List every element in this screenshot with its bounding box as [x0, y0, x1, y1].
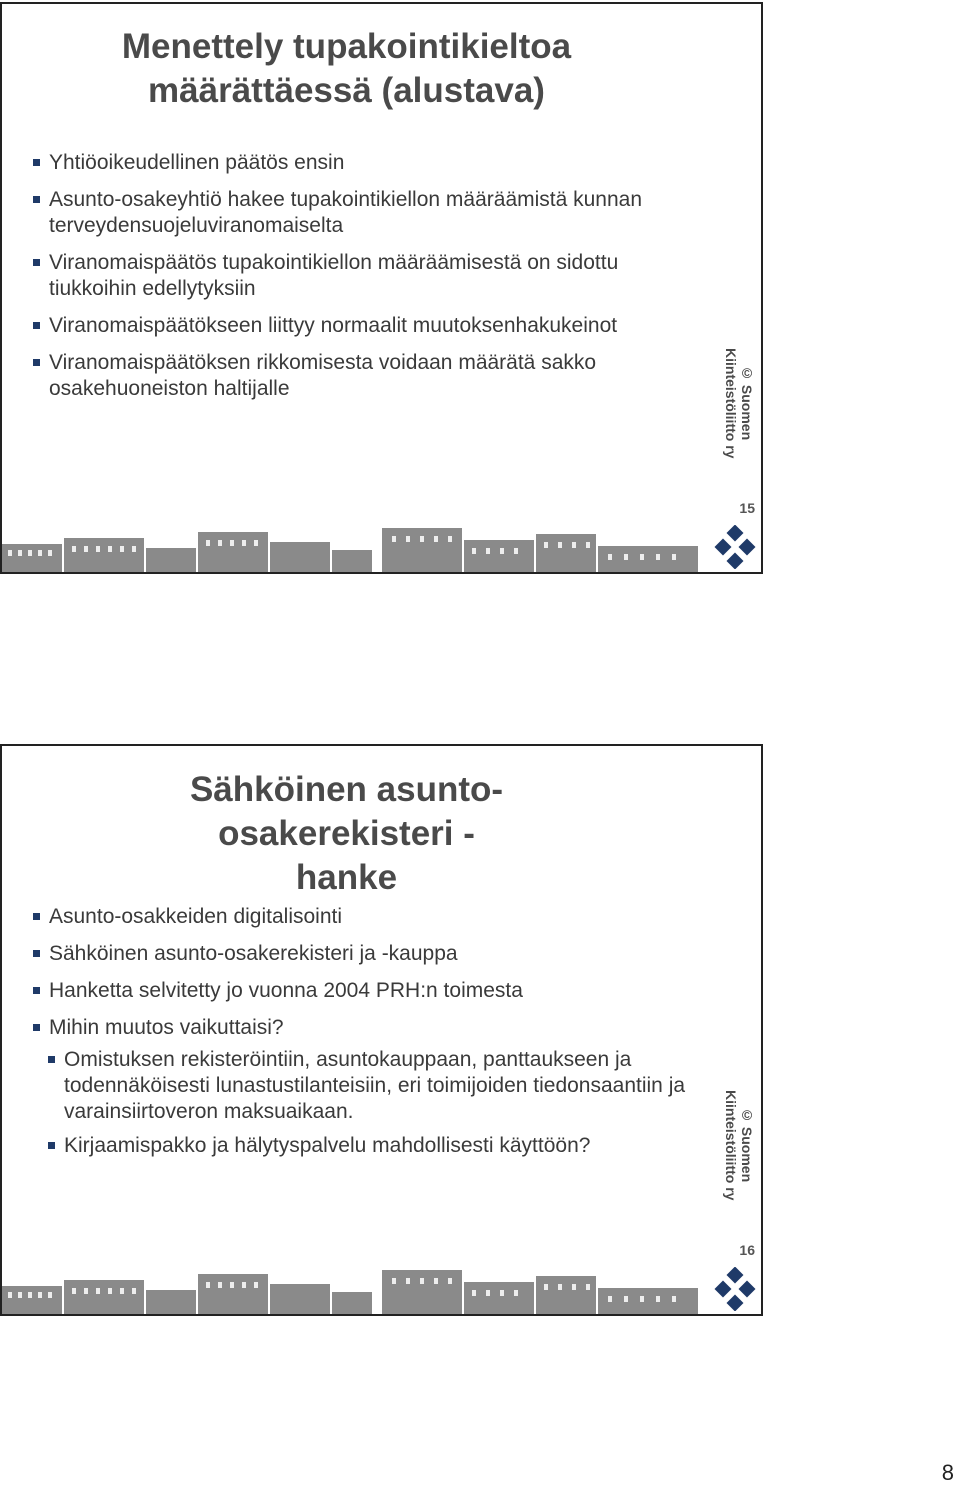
- slide-15: [0, 2, 763, 574]
- copyright-notice: © Suomen Kiinteistöliitto ry: [723, 347, 755, 459]
- kiinteistoliitto-logo-icon: [713, 1267, 757, 1311]
- sub-bullet-item: Kirjaamispakko ja hälytyspalvelu mahdollisesti käyttöön?: [47, 1133, 701, 1159]
- sub-bullet-item: Omistuksen rekisteröintiin, asuntokauppaan, panttaukseen ja todennäköisesti lunastustilanteisiin, eri toimijoiden tiedonsaantiin ja varainsiirtoveron maksuaikaan.: [47, 1047, 701, 1125]
- building-facade-illustration: [2, 1266, 702, 1314]
- slide-number: 15: [739, 500, 755, 516]
- building-facade-illustration: [2, 524, 702, 572]
- copyright-notice: © Suomen Kiinteistöliitto ry: [723, 1089, 755, 1201]
- bullet-item: Asunto-osakeyhtiö hakee tupakointikiellon määräämistä kunnan terveydensuojeluviranomaiselta: [32, 187, 701, 239]
- bullet-item: Viranomaispäätöksen rikkomisesta voidaan määrätä sakko osakehuoneiston haltijalle: [32, 350, 701, 402]
- slide-16: [0, 744, 763, 1316]
- page-number: 8: [941, 1460, 954, 1485]
- bullet-item: Yhtiöoikeudellinen päätös ensin: [32, 150, 701, 176]
- bullet-item: Sähköinen asunto-osakerekisteri ja -kauppa: [32, 941, 701, 967]
- bullet-list: [32, 904, 701, 1167]
- bullet-item: Viranomaispäätökseen liittyy normaalit muutoksenhakukeinot: [32, 313, 701, 339]
- bullet-item: Mihin muutos vaikuttaisi?: [32, 1015, 701, 1041]
- bullet-item: Asunto-osakkeiden digitalisointi: [32, 904, 701, 930]
- kiinteistoliitto-logo-icon: [713, 525, 757, 569]
- slide-title: Sähköinen asunto-osakerekisteri -hanke: [189, 770, 504, 897]
- slide-number: 16: [739, 1242, 755, 1258]
- bullet-list: [32, 150, 701, 413]
- bullet-item: Viranomaispäätös tupakointikiellon määräämisestä on sidottu tiukkoihin edellytyksiin: [32, 250, 701, 302]
- slide-title: Menettely tupakointikieltoa määrättäessä (alustava): [121, 27, 572, 110]
- bullet-item: Hanketta selvitetty jo vuonna 2004 PRH:n toimesta: [32, 978, 701, 1004]
